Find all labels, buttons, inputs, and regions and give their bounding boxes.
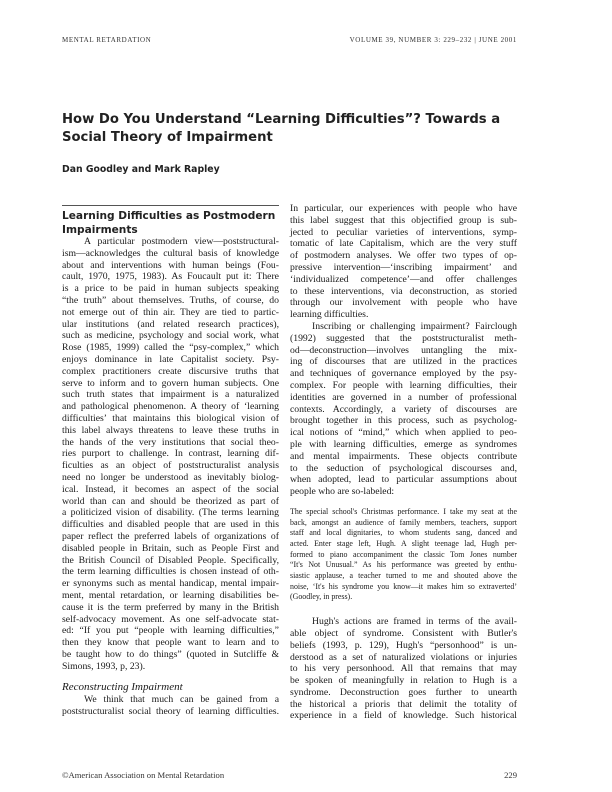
running-header-issue: VOLUME 39, NUMBER 3: 229–232 | JUNE 2001 [349,36,517,44]
text-line: Simons, 1993, p, 23). [62,660,146,672]
text-line: Rose (1985, 1999) called the “psy-complex,” which [62,342,279,354]
left-column [62,236,279,718]
text-line: The special school's Christmas performance. I take my seat at the [290,506,517,516]
text-line: such truth states that impairment is a naturalized [62,389,279,401]
title-line: How Do You Understand “Learning Difficulties”? Towards a [62,112,501,127]
text-line: not emerge out of thin air. They are tied to partic- [62,306,279,318]
subheading: Reconstructing Impairment [62,681,183,694]
title-line: Social Theory of Impairment [62,130,273,145]
text-line: experience in a field of knowledge. Such historical [290,710,517,722]
text-line: staff and local dignitaries, to whom students sang, danced and [290,528,517,538]
text-line: difficulties and disabled people that are used in this [62,519,279,531]
section-heading-line: Learning Difficulties as Postmodern [62,210,276,222]
text-line: then they know that people want to learn and to [62,637,279,649]
text-line: acted. Enter stage left, Hugh. A slight teenage lad, Hugh per- [290,538,517,548]
text-line: ple with learning difficulties, emerge as syndromes [290,438,517,450]
text-line: such as medicine, psychology and social work, what [62,330,279,342]
paragraph [290,321,517,498]
article-title [62,111,500,147]
text-line: to the seduction of psychological discourses and, [290,462,517,474]
section-rule [62,205,279,206]
text-line: the term learning difficulties is chosen instead of oth- [62,566,279,578]
text-line: ries purport to challenge. In contrast, learning dif- [62,448,279,460]
text-line: the historical a prioris that delimit the totality of [290,698,517,710]
text-line: poststructuralist social theory of learning difficulties. [62,706,279,718]
text-line: and pathological phenomenon. A theory of ‘learning [62,401,279,413]
text-line: ular institutions (and related research practices), [62,318,279,330]
text-line: cause it is the term preferred by many in the British [62,601,279,613]
text-line: serve to inform and to govern human subjects. One [62,377,279,389]
text-line: ment, mental retardation, or learning disabilities be- [62,589,279,601]
text-line: ical notions of “mind,” which when applied to peo- [290,427,517,439]
text-line: “the truth” about themselves. Truths, of course, do [62,294,279,306]
copyright-notice: ©American Association on Mental Retardation [62,770,225,780]
text-line: need no longer be understood as inevitably biolog- [62,471,279,483]
text-line: complex practitioners create discursive truths that [62,365,279,377]
text-line: learning difficulties. [290,309,369,321]
text-line: the hands of the very institutions that social theo- [62,436,279,448]
text-line: derstood as a set of naturalized violations or injuries [290,651,517,663]
text-line: paper reflect the preferred labels of organizations of [62,530,279,542]
text-line: ism—acknowledges the cultural basis of knowledge [62,247,279,259]
text-line: ed: “If you put “people with learning difficulties,” [62,625,279,637]
text-line: er synonyms such as mental handicap, mental impair- [62,578,279,590]
text-line: In particular, our experiences with people who have [290,203,517,214]
text-line: world than can and should be theorized as part of [62,495,279,507]
text-line: disabled people in Britain, such as People First and [62,542,279,554]
text-line: contexts. Accordingly, a variety of discourses are [290,403,517,415]
text-line: be spoken of meaningfully in relation to Hugh is a [290,675,517,687]
text-line: of postmodern analyses. We offer two types of op- [290,250,517,262]
text-line: and mental impairments. These objects contribute [290,450,517,462]
section-heading [62,209,279,237]
text-line: jected to peculiar varieties of interventions, symp- [290,226,517,238]
text-line: A particular postmodern view—poststructural- [84,236,279,247]
text-line: a politicized vision of disability. (The terms learning [62,507,279,519]
text-line: “It's Not Unusual.” As his performance was greeted by enthu- [290,560,517,570]
text-line: syndrome. Deconstruction goes further to unearth [290,686,517,698]
text-line: difficulties’ that maintains this biological vision of [62,412,279,424]
text-line: and techniques of governance employed by the psy- [290,368,517,380]
text-line: this label suggest that this objectified group is sub- [290,214,517,226]
text-line: brought together in this process, such as psycholog- [290,415,517,427]
text-line: self-advocacy movement. As one self-advocate stat- [62,613,279,625]
text-line: Hugh's actions are framed in terms of the avail- [312,616,517,628]
paragraph [62,236,279,672]
text-line: ficulties as an object of poststructuralist analysis [62,460,279,472]
text-line: be taught how to do things” (quoted in Sutcliffe & [62,648,279,660]
text-line: tomatic of late Capitalism, which are the very stuff [290,238,517,250]
text-line: to these interventions, via deconstruction, as storied [290,285,517,297]
text-line: (1992) suggested that the poststructuralist meth- [290,332,517,344]
right-column [290,203,517,722]
text-line: about and interventions with human beings (Fou- [62,259,279,271]
text-line: cault, 1970, 1975, 1983). As Foucault put it: There [62,271,279,283]
text-line: ical. Instead, it becomes an aspect of the social [62,483,279,495]
text-line: formed to piano accompaniment the classic Tom Jones number [290,549,517,559]
text-line: through our involvement with people who have [290,297,517,309]
text-line: to his very personhood. All that remains that may [290,663,517,675]
section-heading-line: Impairments [62,224,138,236]
text-line: able object of syndrome. Consistent with Butler's [290,627,517,639]
text-line: identities are governed in a number of professional [290,391,517,403]
text-line: ing of discourses that are utilized in the practices [290,356,517,368]
paragraph [290,616,517,722]
page-number: 229 [504,770,517,780]
text-line: (Goodley, in press). [290,592,353,602]
text-line: this label always threatens to leave these truths in [62,424,279,436]
text-line: noise, ‘It's his syndrome you know—it makes him so extraverted’ [290,581,517,591]
text-line: the British Council of Disabled People. Specifically, [62,554,279,566]
text-line: pressive intervention—‘inscribing impairment’ and [290,261,517,273]
text-line: od—deconstruction—involves untangling the mix- [290,344,517,356]
text-line: We think that much can be gained from a [84,694,279,706]
text-line: beliefs (1993, p. 129), Hugh's “personhood” is un- [290,639,517,651]
text-line: ‘individualized competence’—and offer challenges [290,273,517,285]
text-line: is a price to be paid in human subjects speaking [62,283,279,295]
block-quote [290,507,517,603]
text-line: enjoys dominance in late Capitalist society. Psy- [62,353,279,365]
running-header-journal: MENTAL RETARDATION [62,36,152,44]
paragraph [290,203,517,321]
text-line: when adopted, lead to particular assumptions about [290,474,517,486]
text-line: siastic applause, a teacher turned to me and shouted above the [290,571,517,581]
authors: Dan Goodley and Mark Rapley [62,164,220,175]
text-line: back, amongst an audience of family members, teachers, support [290,517,517,527]
text-line: complex. For people with learning difficulties, their [290,379,517,391]
text-line: people who are so-labeled: [290,486,395,498]
text-line: Inscribing or challenging impairment? Fairclough [312,320,517,332]
paragraph [62,694,279,718]
